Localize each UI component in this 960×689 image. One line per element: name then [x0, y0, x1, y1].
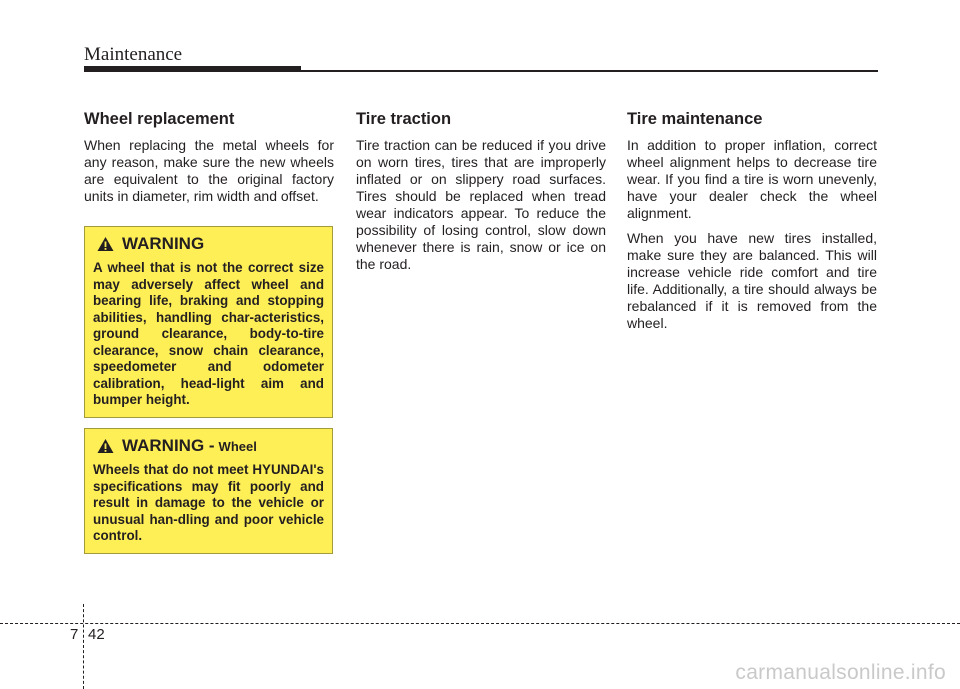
warning-header — [93, 234, 324, 254]
header-rule-thin — [301, 70, 878, 72]
column-wheel-replacement — [84, 110, 334, 213]
column-tire-traction — [356, 110, 606, 281]
column-tire-maintenance — [627, 110, 877, 340]
warning-body: Wheels that do not meet HYUNDAI's specifications may fit poorly and result in damage to the vehicle or unusual han-dling and poor vehicle control. — [93, 462, 324, 543]
footer-vertical-divider — [83, 604, 84, 689]
paragraph: When you have new tires installed, make sure they are balanced. This will increase vehicle ride comfort and tire life. Additionally, a tire should always be rebalanced if it is removed from the wheel. — [627, 230, 877, 331]
warning-box-wheel-size — [84, 226, 333, 418]
page-header-title: Maintenance — [84, 44, 183, 65]
warning-body: A wheel that is not the correct size may adversely affect wheel and bearing life, braking and stopping abilities, handling char-acteristics, ground clearance, body-to-tire clearance, snow chain clearance, speedometer and odometer calibration, head-light aim and bumper height. — [93, 260, 324, 407]
warning-triangle-icon — [97, 236, 114, 252]
section-heading-wheel-replacement: Wheel replacement — [84, 110, 235, 128]
watermark: carmanualsonline.info — [735, 661, 946, 684]
section-heading-tire-maintenance: Tire maintenance — [627, 110, 763, 128]
section-heading-tire-traction: Tire traction — [356, 110, 452, 128]
warning-title: WARNING - — [122, 436, 215, 455]
footer-divider — [0, 623, 960, 624]
warning-box-wheel-spec — [84, 428, 333, 554]
chapter-number: 7 — [70, 626, 79, 643]
page-number: 42 — [88, 626, 105, 643]
warning-subtitle: Wheel — [218, 438, 257, 454]
warning-title: WARNING — [122, 234, 205, 253]
paragraph: Tire traction can be reduced if you drive on worn tires, tires that are improperly inflated or on slippery road surfaces. Tires should be replaced when tread wear indicators appear. To reduce the possibility of losing control, slow down whenever there is rain, snow or ice on the road. — [356, 137, 606, 272]
header-rule-thick — [84, 66, 301, 72]
paragraph: When replacing the metal wheels for any reason, make sure the new wheels are equivalent to the original factory units in diameter, rim width and offset. — [84, 137, 334, 204]
warning-header — [93, 436, 324, 456]
warning-triangle-icon — [97, 438, 114, 454]
paragraph: In addition to proper inflation, correct wheel alignment helps to decrease tire wear. If you find a tire is worn unevenly, have your dealer check the wheel alignment. — [627, 137, 877, 221]
